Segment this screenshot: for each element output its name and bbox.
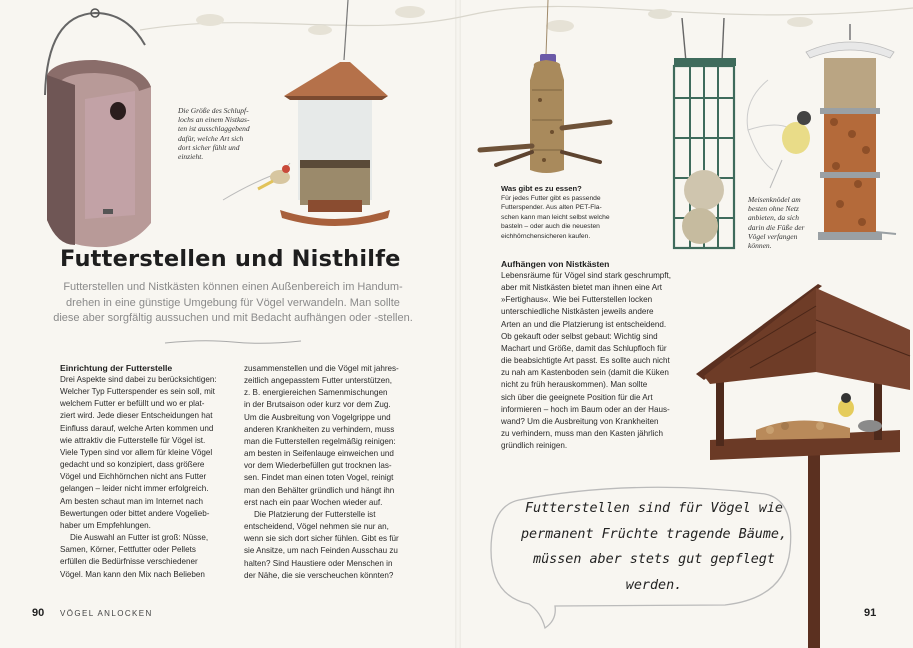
peanut-feeder-illustration bbox=[800, 24, 900, 249]
food-heading: Was gibt es zu essen? bbox=[501, 184, 582, 193]
intro-text: Futterstellen und Nistkästen können einen Außenbereich im Handum- drehen in eine günstige Umgebung für Vögel verwandeln. Man sollte diese aber sorgfältig aussuchen und mit Bedacht aufhängen oder -stellen. bbox=[53, 281, 413, 325]
green-cage-feeder-illustration bbox=[664, 18, 744, 253]
fatball-caption: Meisenknödel am besten ohne Netz anbieten, da sich darin die Füße der Vögel verfangen können. bbox=[748, 195, 805, 251]
page-number-right: 91 bbox=[864, 607, 877, 619]
food-text: Was gibt es zu essen? Für jedes Futter gibt es passende Futterspender. Aus alten PET-Fla- schen kann man leicht selbst welche basteln – oder auch die neuesten eichhörnchensicheren kaufen. bbox=[501, 184, 651, 241]
page-gutter bbox=[455, 0, 461, 648]
section-heading-nest: Aufhängen von Nistkästen bbox=[501, 259, 610, 269]
decorative-divider bbox=[163, 338, 303, 346]
page-number-left: 90 bbox=[32, 607, 45, 619]
nest-box-section: Aufhängen von Nistkästen Lebensräume für Vögel sind stark geschrumpft, aber mit Nistkästen bietet man ihnen eine Art »Fertighaus«. Wie bei Futterstellen locken unterschiedliche Nistkästen jeweils andere Arten an und die Platzierung ist entscheidend. Ob gekauft oder selbst gebaut: Wichtig sind Machart und Größe, damit das Schlupfloch für die beabsichtigte Art passt. Es sollte auch nicht zu nah am Kastenboden sein (damit die Küken nicht zu früh herauskommen). Man sollte sich über die geeignete Position für die Art informieren – hoch im Baum oder an der Haus- wand? Um die Ausbreitung von Krankheiten zu verhindern, muss man den Kasten jährlich gründlich reinigen. bbox=[501, 258, 701, 452]
nest-box-illustration bbox=[35, 5, 160, 250]
column-2: zusammenstellen und die Vögel mit jahres- zeitlich angepasstem Futter unterstützen, z. B. energiereichen Samenmischungen in der Brutsaison oder kurz vor dem Zug. Um die Ausbreitung von Vogelgrippe und anderen Krankheiten zu verhindern, muss man die Futterstellen regelmäßig reinigen: am besten in Seifenlauge einweichen und vor dem Wiederbefüllen gut trocknen las- sen. Findet man einen toten Vogel, reinigt man den Behälter gründlich und hängt ihn erst nach ein paar Wochen wieder auf. Die Platzierung der Futterstelle ist entscheidend, Vögel nehmen sie nur an, wenn sie sich dort sicher fühlen. Gibt es für sie Ansitze, um nach Feinden Ausschau zu halten? Sind Haustiere oder Menschen in der Nähe, die sie verscheuchen könnten? bbox=[244, 364, 399, 580]
bottle-feeder-illustration bbox=[476, 0, 616, 185]
column-1: Einrichtung der Futterstelle Drei Aspekte sind dabei zu berücksichtigen: Welcher Typ Futterspender es sein soll, mit welchem Futter er befüllt und wo er plat- ziert wird. Jede dieser Entscheidungen hat Einfluss darauf, welche Arten kommen und wie attraktiv die Futterstelle für Vögel ist. Viele Typen sind vor allem für kleine Vögel gedacht und so konzipiert, dass größere Vögel und Eichhörnchen nicht ans Futter gelangen – leider nicht immer erfolgreich. Am besten schaut man im Internet nach Bewertungen oder bittet andere Vogelieb- haber um Empfehlungen. Die Auswahl an Futter ist groß: Nüsse, Samen, Körner, Fettfutter oder Pellets erfüllen die Bedürfnisse verschiedener Vögel. Man kann den Mix nach Belieben bbox=[60, 362, 236, 581]
goldfinch-sketch bbox=[218, 155, 298, 210]
running-head: VÖGEL ANLOCKEN bbox=[60, 609, 153, 618]
quote-text: Futterstellen sind für Vögel wie permanent Früchte tragende Bäume, müssen aber stets gut gepflegt werden. bbox=[520, 501, 788, 593]
nest-box-caption: Die Größe des Schlupf- lochs an einem Nistkas- ten ist ausschlaggebend dafür, welche Art sich dort sicher fühlt und einzieht. bbox=[178, 106, 250, 162]
section-heading: Einrichtung der Futterstelle bbox=[60, 363, 173, 373]
page-title: Futterstellen und Nisthilfe bbox=[60, 246, 401, 272]
